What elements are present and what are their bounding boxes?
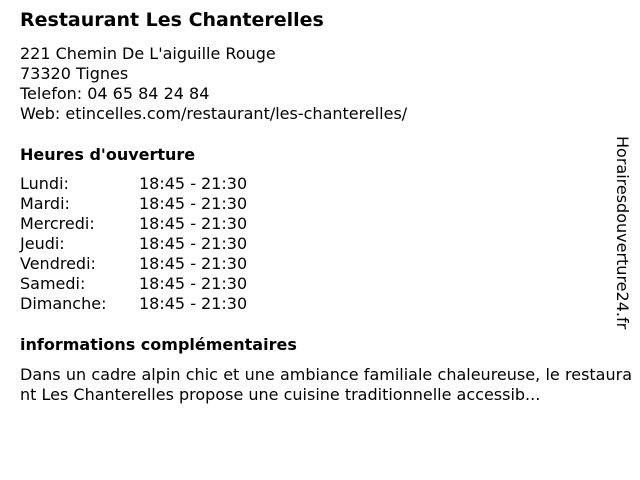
hours-row-dimanche [20, 294, 247, 314]
phone-number: Telefon: 04 65 84 24 84 [20, 84, 210, 103]
day-hours: 18:45 - 21:30 [139, 294, 248, 313]
opening-hours-table [20, 174, 247, 314]
day-hours: 18:45 - 21:30 [139, 194, 248, 213]
day-hours: 18:45 - 21:30 [139, 234, 248, 253]
day-hours: 18:45 - 21:30 [139, 254, 248, 273]
address-street: 221 Chemin De L'aiguille Rouge [20, 44, 276, 63]
day-label: Jeudi: [20, 234, 65, 253]
watermark-text: Horairesdouverture24.fr [613, 136, 632, 330]
day-label: Vendredi: [20, 254, 96, 273]
additional-info-title: informations complémentaires [20, 335, 297, 354]
address-city: 73320 Tignes [20, 64, 129, 83]
day-label: Mardi: [20, 194, 70, 213]
day-label: Mercredi: [20, 214, 95, 233]
hours-row-jeudi [20, 234, 247, 254]
day-hours: 18:45 - 21:30 [139, 174, 248, 193]
opening-hours-title: Heures d'ouverture [20, 145, 196, 164]
hours-row-mercredi [20, 214, 247, 234]
day-hours: 18:45 - 21:30 [139, 214, 248, 233]
hours-row-lundi [20, 174, 247, 194]
day-label: Samedi: [20, 274, 86, 293]
additional-info-text: Dans un cadre alpin chic et une ambiance familiale chaleureuse, le restaurant Les Chanterelles propose une cuisine traditionnelle accessib... [20, 365, 632, 404]
day-label: Dimanche: [20, 294, 107, 313]
restaurant-name: Restaurant Les Chanterelles [20, 9, 324, 31]
address-block [20, 44, 407, 124]
website: Web: etincelles.com/restaurant/les-chanterelles/ [20, 104, 408, 123]
day-hours: 18:45 - 21:30 [139, 274, 248, 293]
hours-row-vendredi [20, 254, 247, 274]
hours-row-samedi [20, 274, 247, 294]
day-label: Lundi: [20, 174, 69, 193]
hours-row-mardi [20, 194, 247, 214]
